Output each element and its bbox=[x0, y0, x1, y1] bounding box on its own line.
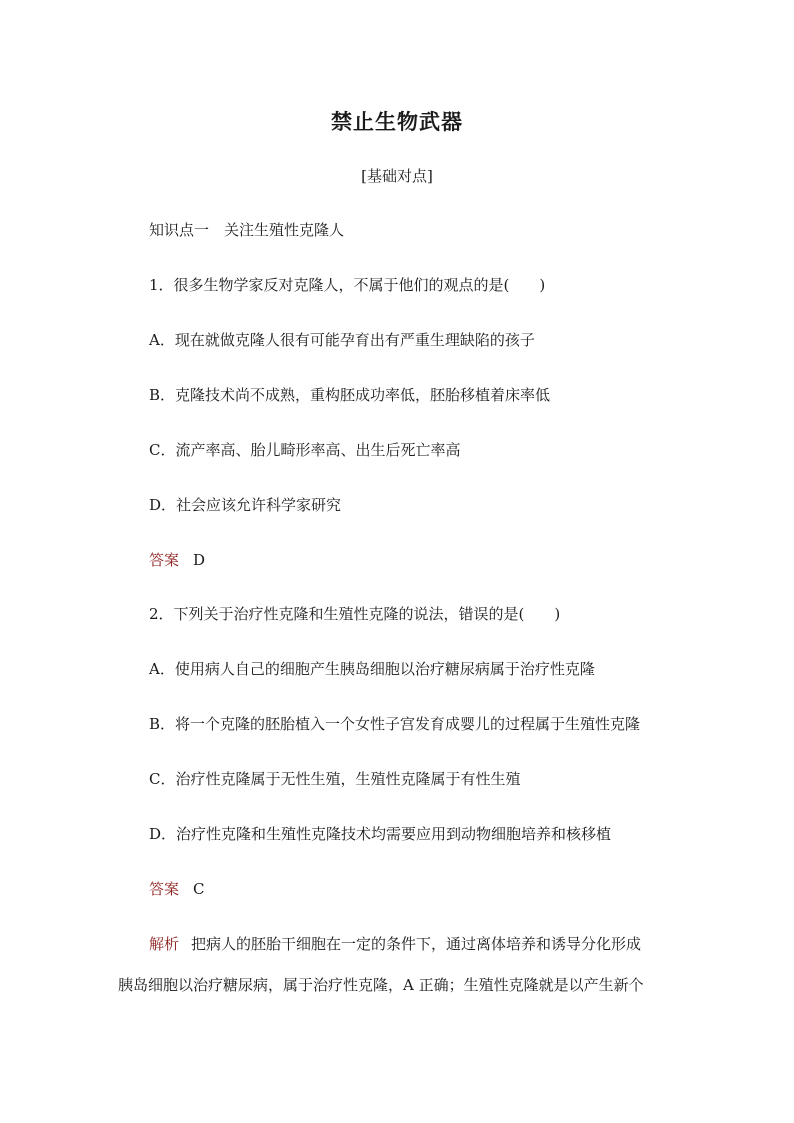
page-title: 禁止生物武器 bbox=[331, 109, 463, 134]
answer-label: 答案 bbox=[149, 551, 180, 569]
question-1-option-b: B．克隆技术尚不成熟，重构胚成功率低，胚胎移植着床率低 bbox=[149, 386, 551, 404]
question-1-answer bbox=[149, 550, 205, 570]
question-2-stem: 2．下列关于治疗性克隆和生殖性克隆的说法，错误的是( ) bbox=[149, 605, 561, 623]
question-2-option-a: A．使用病人自己的细胞产生胰岛细胞以治疗糖尿病属于治疗性克隆 bbox=[149, 660, 595, 678]
question-1-stem: 1．很多生物学家反对克隆人，不属于他们的观点的是( ) bbox=[149, 276, 546, 294]
question-2-explanation-continued: 胰岛细胞以治疗糖尿病，属于治疗性克隆，A 正确；生殖性克隆就是以产生新个 bbox=[118, 976, 644, 994]
explanation-label: 解析 bbox=[149, 935, 180, 953]
knowledge-point-heading: 知识点一 关注生殖性克隆人 bbox=[149, 221, 345, 239]
answer-label: 答案 bbox=[149, 880, 180, 898]
question-2-option-c: C．治疗性克隆属于无性生殖，生殖性克隆属于有性生殖 bbox=[149, 770, 521, 788]
question-1-option-c: C．流产率高、胎儿畸形率高、出生后死亡率高 bbox=[149, 441, 461, 459]
section-heading: [基础对点] bbox=[361, 167, 433, 185]
question-1-option-a: A．现在就做克隆人很有可能孕育出有严重生理缺陷的孩子 bbox=[149, 331, 535, 349]
question-2-option-b: B．将一个克隆的胚胎植入一个女性子宫发育成婴儿的过程属于生殖性克隆 bbox=[149, 715, 641, 733]
question-1-option-d: D．社会应该允许科学家研究 bbox=[149, 496, 342, 514]
explanation-text: 把病人的胚胎干细胞在一定的条件下，通过离体培养和诱导分化形成 bbox=[191, 935, 642, 953]
question-2-explanation bbox=[149, 934, 641, 954]
question-2-option-d: D．治疗性克隆和生殖性克隆技术均需要应用到动物细胞培养和核移植 bbox=[149, 825, 612, 843]
question-2-answer bbox=[149, 879, 205, 899]
answer-value: D bbox=[193, 551, 206, 569]
answer-value: C bbox=[193, 880, 205, 898]
